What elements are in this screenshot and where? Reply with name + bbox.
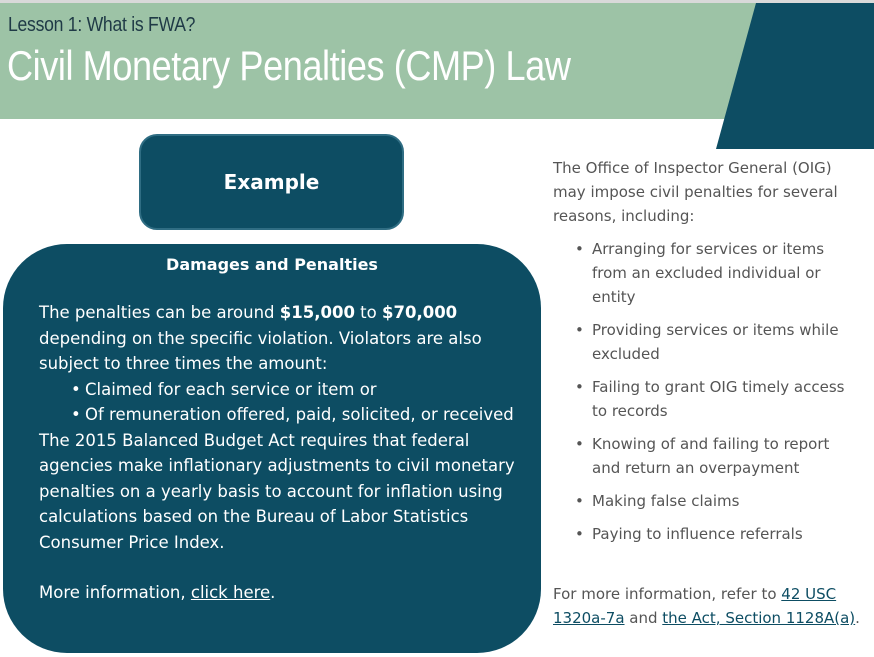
list-item: • Providing services or items while excluded bbox=[575, 318, 853, 366]
lesson-label: Lesson 1: What is FWA? bbox=[8, 14, 196, 36]
panel-body bbox=[39, 300, 517, 606]
reasons-list bbox=[575, 237, 853, 546]
amount-high: $70,000 bbox=[382, 303, 458, 322]
list-item: • Arranging for services or items from an excluded individual or entity bbox=[575, 237, 853, 309]
list-item: • Claimed for each service or item or bbox=[71, 377, 517, 403]
list-item: • Of remuneration offered, paid, solicited, or received bbox=[71, 402, 517, 428]
oig-intro: The Office of Inspector General (OIG) may impose civil penalties for several reasons, including: bbox=[553, 159, 838, 225]
usc-link[interactable]: 42 USC 1320a-7a bbox=[553, 585, 837, 627]
example-button[interactable] bbox=[139, 134, 404, 230]
list-item: • Paying to influence referrals bbox=[575, 522, 853, 546]
amount-low: $15,000 bbox=[279, 303, 355, 322]
penalty-intro: The penalties can be around $15,000 to $70,000 depending on the specific violation. Violators are also subject to three times the amount: bbox=[39, 303, 482, 373]
act-text: The 2015 Balanced Budget Act requires that federal agencies make inflationary adjustments to civil monetary penalties on a yearly basis to account for inflation using calculations based on the Bureau of Labor Statistics Consumer Price Index. bbox=[39, 430, 515, 552]
list-item: • Failing to grant OIG timely access to records bbox=[575, 375, 853, 423]
more-info-line: More information, click here. bbox=[39, 583, 276, 602]
oig-reasons-section bbox=[553, 156, 853, 555]
panel-heading: Damages and Penalties bbox=[166, 255, 378, 274]
act-section-link[interactable]: the Act, Section 1128A(a) bbox=[662, 609, 856, 627]
list-item: • Making false claims bbox=[575, 489, 853, 513]
example-button-label: Example bbox=[223, 170, 320, 194]
list-item: • Knowing of and failing to report and return an overpayment bbox=[575, 432, 853, 480]
damages-penalties-panel bbox=[3, 244, 541, 653]
penalty-bullets bbox=[71, 377, 517, 428]
references-text: For more information, refer to 42 USC 1320a-7a and the Act, Section 1128A(a). bbox=[553, 585, 860, 627]
page-title: Civil Monetary Penalties (CMP) Law bbox=[7, 42, 571, 89]
click-here-link[interactable]: click here bbox=[190, 583, 271, 602]
